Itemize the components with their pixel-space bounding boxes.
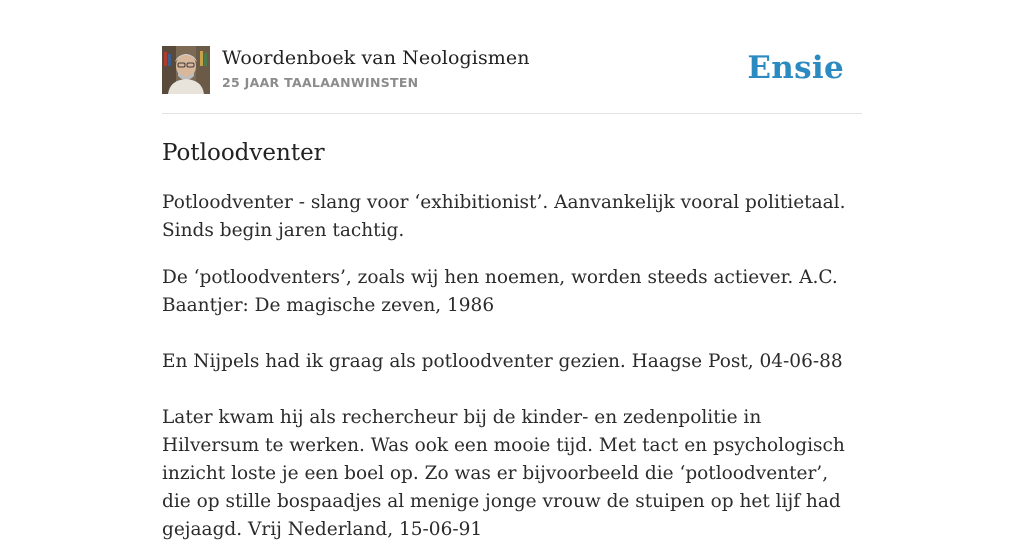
author-name[interactable]: Woordenboek van Neologismen xyxy=(222,47,530,69)
author-avatar[interactable] xyxy=(162,46,210,94)
article-definition: Potloodventer - slang voor ‘exhibitionist’. Aanvankelijk vooral politietaal. Sinds begin jaren tachtig. xyxy=(162,192,846,241)
author-subtitle: 25 JAAR TAALAANWINSTEN xyxy=(222,75,419,90)
article-quote: De ‘potloodventers’, zoals wij hen noemen, worden steeds actiever. A.C. Baantjer: De magische zeven, 1986 xyxy=(162,267,838,316)
header xyxy=(162,46,862,96)
article-title: Potloodventer xyxy=(162,140,325,166)
article-quote: Later kwam hij als rechercheur bij de kinder- en zedenpolitie in Hilversum te werken. Was ook een mooie tijd. Met tact en psychologisch inzicht loste je een boel op. Zo was er bijvoorbeeld die ‘potloodventer’, die op stille bospaadjes al menige jonge vrouw de stuipen op het lijf had gejaagd. Vrij Nederland, 15-06-91 xyxy=(162,407,845,540)
avatar-photo-icon xyxy=(162,46,210,94)
header-divider xyxy=(162,113,862,114)
article-quote xyxy=(162,320,862,348)
article-content xyxy=(162,137,862,544)
article-quote xyxy=(162,376,862,404)
ensie-logo[interactable]: Ensie xyxy=(747,50,844,86)
article-quote: En Nijpels had ik graag als potloodventer gezien. Haagse Post, 04-06-88 xyxy=(162,351,843,372)
